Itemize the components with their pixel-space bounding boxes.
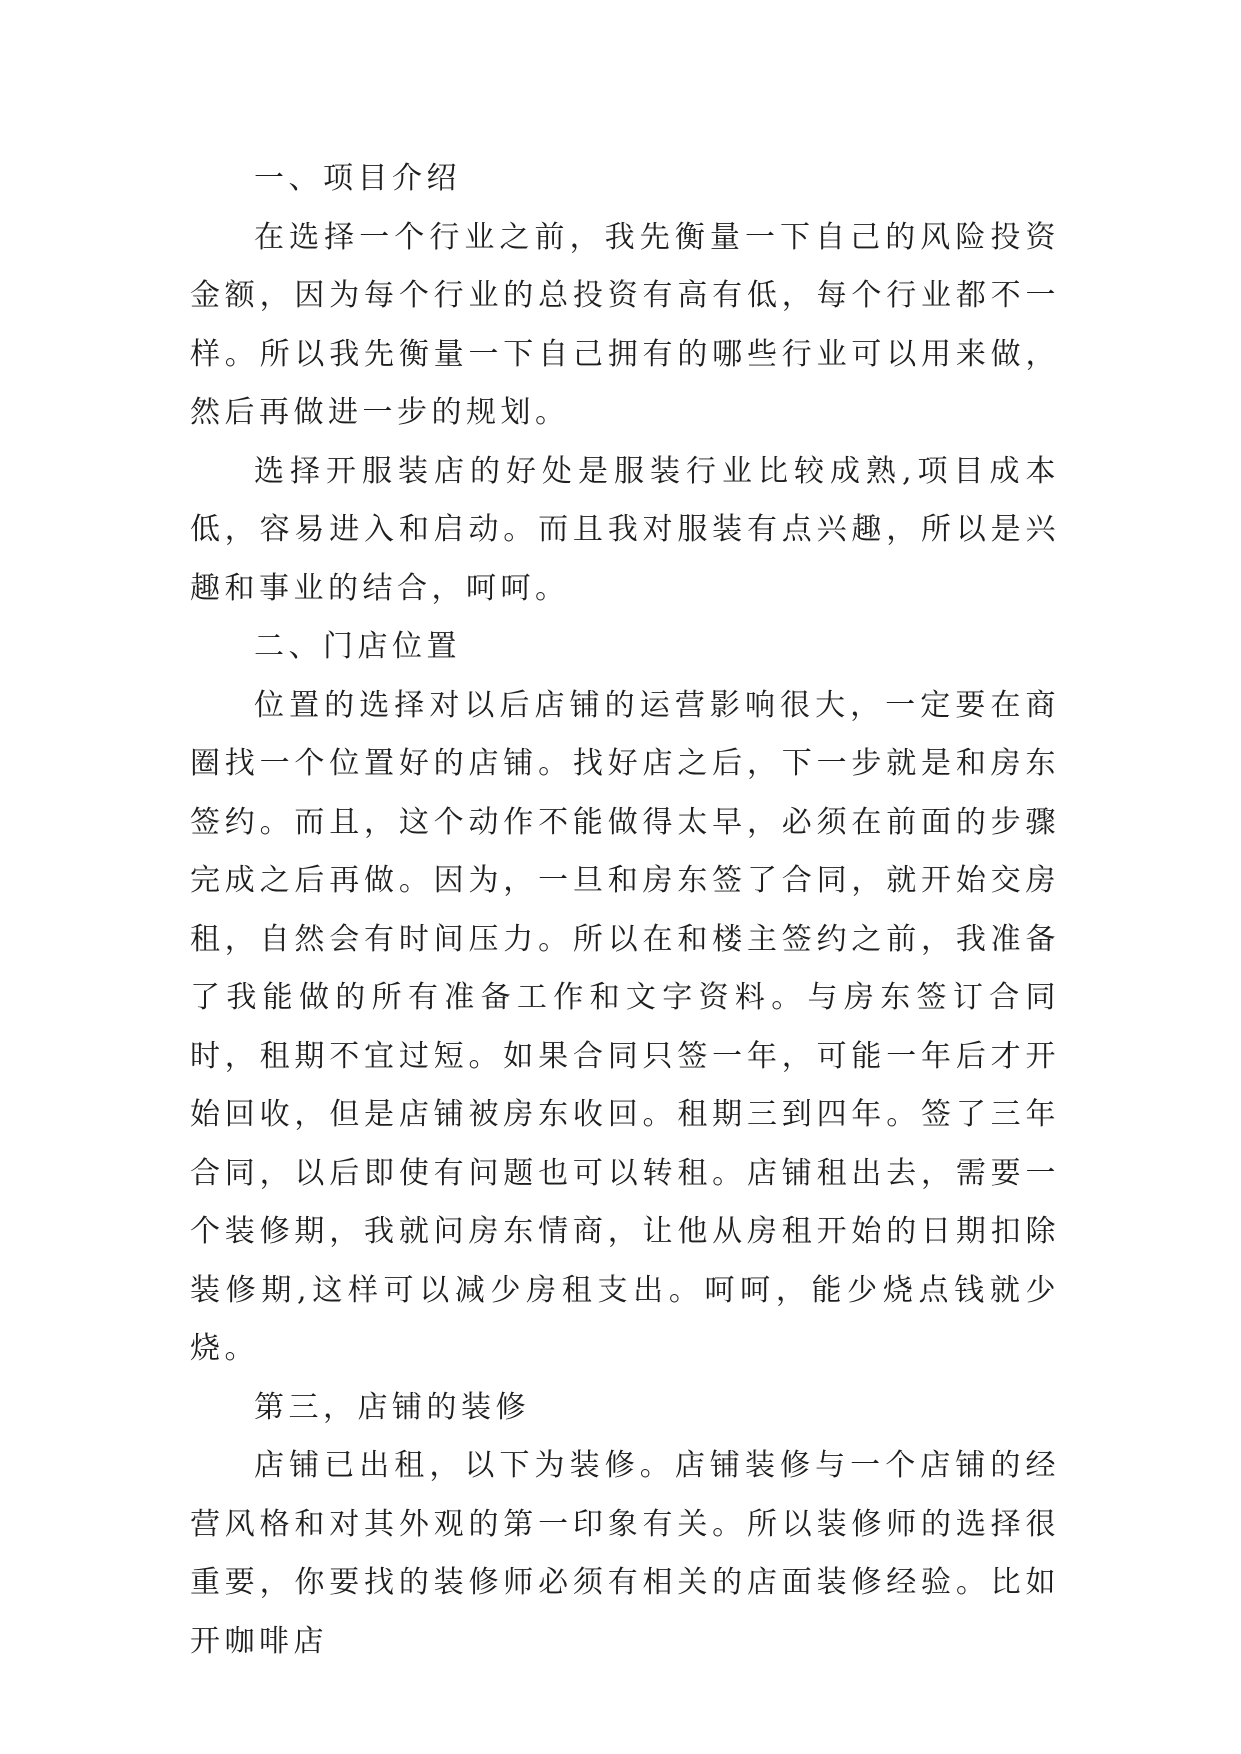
section-store-decoration — [190, 1379, 1060, 1672]
paragraph: 在选择一个行业之前，我先衡量一下自己的风险投资金额，因为每个行业的总投资有高有低，每个行业都不一样。所以我先衡量一下自己拥有的哪些行业可以用来做，然后再做进一步的规划。 — [190, 219, 1060, 430]
paragraph: 位置的选择对以后店铺的运营影响很大，一定要在商圈找一个位置好的店铺。找好店之后，下一步就是和房东签约。而且，这个动作不能做得太早，必须在前面的步骤完成之后再做。因为，一旦和房东签了合同，就开始交房租，自然会有时间压力。所以在和楼主签约之前，我准备了我能做的所有准备工作和文字资料。与房东签订合同时，租期不宜过短。如果合同只签一年，可能一年后才开始回收，但是店铺被房东收回。租期三到四年。签了三年合同，以后即使有问题也可以转租。店铺租出去，需要一个装修期，我就问房东情商，让他从房租开始的日期扣除装修期,这样可以减少房租支出。呵呵，能少烧点钱就少烧。 — [190, 687, 1060, 1366]
paragraph: 店铺已出租，以下为装修。店铺装修与一个店铺的经营风格和对其外观的第一印象有关。所以装修师的选择很重要，你要找的装修师必须有相关的店面装修经验。比如开咖啡店 — [190, 1448, 1060, 1659]
paragraph: 选择开服装店的好处是服装行业比较成熟,项目成本低，容易进入和启动。而且我对服装有点兴趣，所以是兴趣和事业的结合，呵呵。 — [190, 453, 1060, 606]
section-project-intro — [190, 150, 1060, 618]
section-heading: 第三，店铺的装修 — [254, 1389, 530, 1425]
section-heading: 一、项目介绍 — [254, 161, 461, 196]
section-store-location — [190, 618, 1060, 1379]
document-page — [190, 150, 1060, 1671]
section-heading: 二、门店位置 — [254, 629, 461, 664]
